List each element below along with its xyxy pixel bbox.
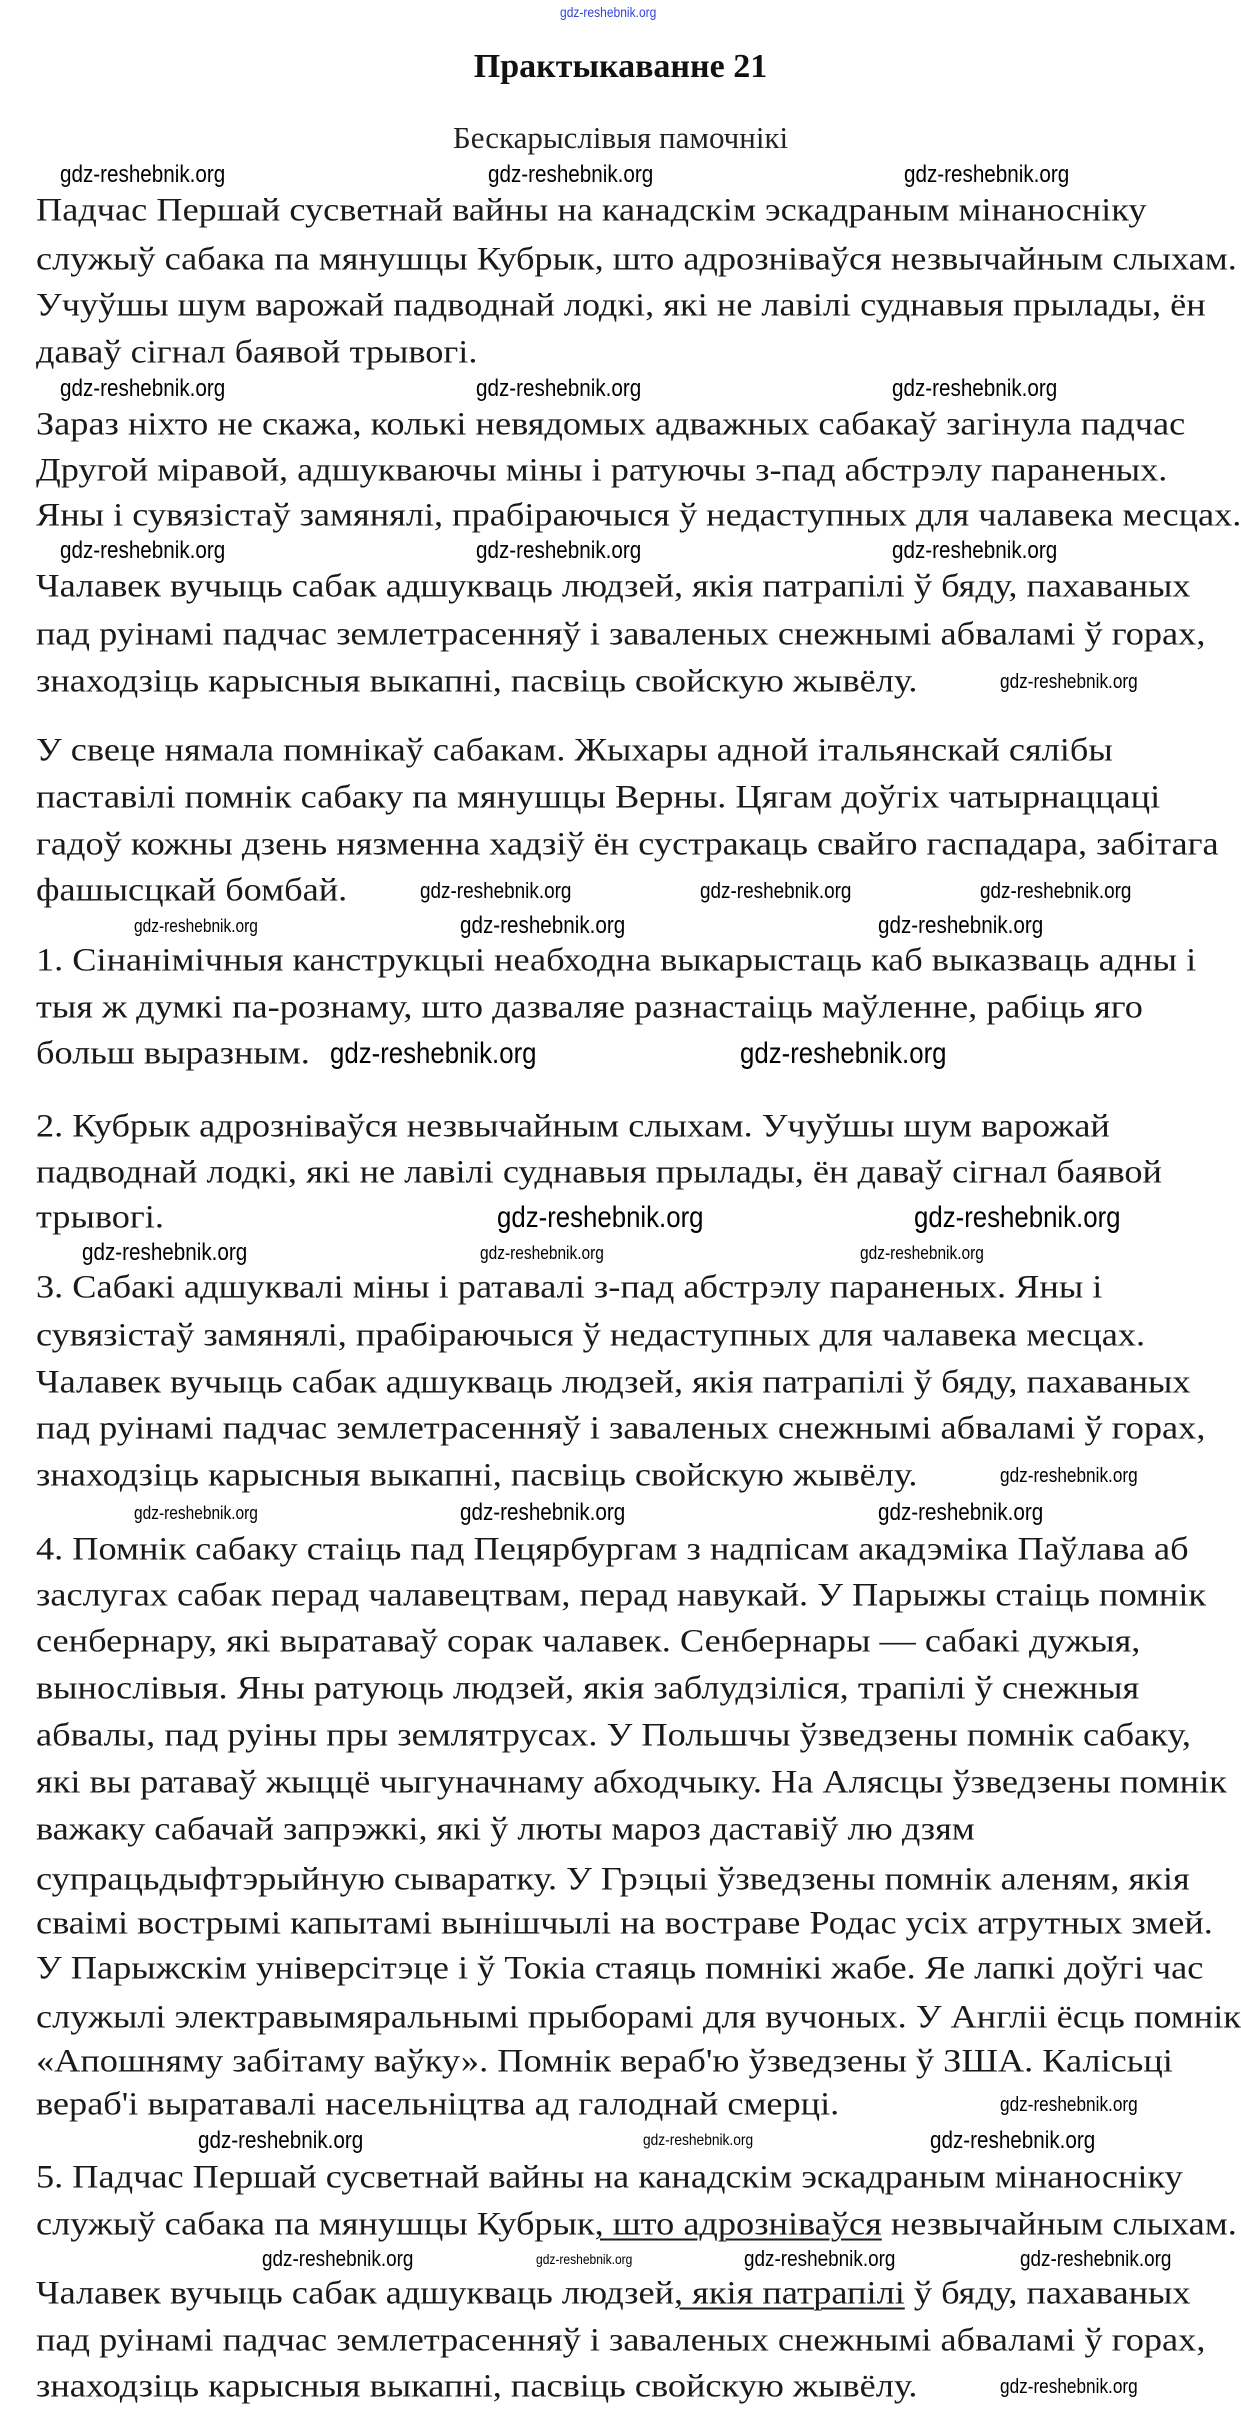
text-line: 1. Сінанімічныя канструкцыі неабходна выкарыстаць каб выказваць адны і: [36, 942, 1197, 979]
text-line: падводнай лодкі, які не лавілі суднавыя прылады, ён даваў сігнал баявой: [36, 1154, 1162, 1191]
watermark: gdz-reshebnik.org: [198, 2127, 364, 2154]
line-segment: незвычайным слыхам.: [881, 2206, 1237, 2243]
text-line: трывогі.: [36, 1199, 164, 1236]
watermark: gdz-reshebnik.org: [744, 2246, 896, 2271]
top-watermark: gdz-reshebnik.org: [560, 4, 657, 20]
watermark: gdz-reshebnik.org: [930, 2127, 1096, 2154]
text-line: Другой міравой, адшукваючы міны і ратуючы з-пад абстрэлу параненых.: [36, 452, 1168, 489]
text-line: Зараз ніхто не скажа, колькі невядомых адважных сабакаў загінула падчас: [36, 406, 1186, 443]
watermark: gdz-reshebnik.org: [892, 537, 1058, 564]
watermark: gdz-reshebnik.org: [1000, 671, 1138, 693]
watermark: gdz-reshebnik.org: [262, 2246, 414, 2271]
watermark: gdz-reshebnik.org: [860, 1243, 984, 1263]
text-line: «Апошняму забітаму ваўку». Помнік вераб'ю ўзведзены ў ЗША. Калісьці: [36, 2043, 1173, 2080]
text-line: [36, 2275, 1191, 2312]
watermark: gdz-reshebnik.org: [643, 2132, 754, 2149]
text-line: Падчас Першай сусветнай вайны на канадскім эскадраным мінаносніку: [36, 192, 1147, 229]
text-line: знаходзіць карысныя выкапні, пасвіць свойскую жывёлу.: [36, 2368, 918, 2405]
text-line: 3. Сабакі адшуквалі міны і ратавалі з-пад абстрэлу параненых. Яны і: [36, 1269, 1103, 1306]
watermark: gdz-reshebnik.org: [1000, 2376, 1138, 2398]
underlined-clause: , якія патрапілі: [674, 2275, 905, 2312]
watermark: gdz-reshebnik.org: [82, 1239, 248, 1266]
text-line: [36, 2206, 1237, 2243]
text-line: сенбернару, які выратаваў сорак чалавек. Сенбернары — сабакі дужыя,: [36, 1623, 1141, 1660]
watermark: gdz-reshebnik.org: [878, 1499, 1044, 1526]
watermark: gdz-reshebnik.org: [488, 161, 654, 188]
watermark: gdz-reshebnik.org: [700, 878, 852, 903]
watermark: gdz-reshebnik.org: [460, 1499, 626, 1526]
text-line: паставілі помнік сабаку па мянушцы Верны. Цягам доўгіх чатырнаццаці: [36, 779, 1161, 816]
watermark: gdz-reshebnik.org: [476, 537, 642, 564]
text-line: знаходзіць карысныя выкапні, пасвіць свойскую жывёлу.: [36, 1457, 918, 1494]
watermark: gdz-reshebnik.org: [536, 2251, 633, 2267]
watermark: gdz-reshebnik.org: [60, 161, 226, 188]
text-line: пад руінамі падчас землетрасенняў і заваленых снежнымі абваламі ў горах,: [36, 2322, 1206, 2359]
text-line: У Парыжскім універсітэце і ў Токіа стаяць помнікі жабе. Яе лапкі доўгі час: [36, 1950, 1204, 1987]
text-line: 5. Падчас Першай сусветнай вайны на канадскім эскадраным мінаносніку: [36, 2159, 1183, 2196]
line-segment: ў бяду, пахаваных: [904, 2275, 1191, 2312]
watermark: gdz-reshebnik.org: [740, 1037, 947, 1070]
watermark: gdz-reshebnik.org: [497, 1201, 704, 1234]
text-line: знаходзіць карысныя выкапні, пасвіць свойскую жывёлу.: [36, 663, 918, 700]
watermark: gdz-reshebnik.org: [1000, 2094, 1138, 2116]
watermark: gdz-reshebnik.org: [1000, 1465, 1138, 1487]
page-title: Практыкаванне 21: [473, 48, 768, 85]
watermark: gdz-reshebnik.org: [60, 537, 226, 564]
watermark: gdz-reshebnik.org: [476, 375, 642, 402]
watermark: gdz-reshebnik.org: [480, 1243, 604, 1263]
text-line: Чалавек вучыць сабак адшукваць людзей, якія патрапілі ў бяду, пахаваных: [36, 1364, 1191, 1401]
watermark: gdz-reshebnik.org: [878, 912, 1044, 939]
watermark: gdz-reshebnik.org: [60, 375, 226, 402]
text-line: які вы ратаваў жыццё чыгуначнаму абходчыку. На Алясцы ўзведзены помнік: [36, 1764, 1227, 1801]
watermark: gdz-reshebnik.org: [460, 912, 626, 939]
text-line: тыя ж думкі па-рознаму, што дазваляе разнастаіць маўленне, рабіць яго: [36, 989, 1143, 1026]
watermark: gdz-reshebnik.org: [330, 1037, 537, 1070]
watermark: gdz-reshebnik.org: [904, 161, 1070, 188]
text-line: больш выразным.: [36, 1035, 310, 1072]
text-line: вераб'і выратавалі насельніцтва ад галоднай смерці.: [36, 2086, 840, 2123]
line-segment: служыў сабака па мянушцы Кубрык: [36, 2206, 595, 2243]
text-line: важаку сабачай запрэжкі, які ў люты мароз даставіў лю дзям: [36, 1811, 975, 1848]
text-line: 2. Кубрык адрозніваўся незвычайным слыхам. Учуўшы шум варожай: [36, 1108, 1110, 1145]
text-line: Яны і сувязістаў замянялі, прабіраючыся ў недаступных для чалавека месцах.: [36, 497, 1241, 534]
text-line: пад руінамі падчас землетрасенняў і заваленых снежнымі абваламі ў горах,: [36, 1410, 1206, 1447]
text-line: фашысцкай бомбай.: [36, 872, 348, 909]
text-line: служыў сабака па мянушцы Кубрык, што адрозніваўся незвычайным слыхам.: [36, 241, 1237, 278]
watermark: gdz-reshebnik.org: [134, 1503, 258, 1523]
text-subtitle: Бескарыслівыя памочнікі: [452, 120, 789, 155]
watermark: gdz-reshebnik.org: [420, 878, 572, 903]
text-line: сувязістаў замянялі, прабіраючыся ў недаступных для чалавека месцах.: [36, 1317, 1146, 1354]
text-line: супрацьдыфтэрыйную сываратку. У Грэцыі ўзведзены помнік аленям, якія: [36, 1861, 1190, 1898]
text-line: вынослівыя. Яны ратуюць людзей, якія заблудзіліся, трапілі ў снежныя: [36, 1670, 1140, 1707]
text-line: гадоў кожны дзень нязменна хадзіў ён сустракаць свайго гаспадара, забітага: [36, 826, 1219, 863]
underlined-clause: , што адрозніваўся: [594, 2206, 882, 2243]
text-line: заслугах сабак перад чалавецтвам, перад навукай. У Парыжы стаіць помнік: [36, 1577, 1207, 1614]
text-line: пад руінамі падчас землетрасенняў і заваленых снежнымі абваламі ў горах,: [36, 616, 1206, 653]
text-line: служылі электравымяральнымі прыборамі для вучоных. У Англіі ёсць помнік: [36, 1999, 1241, 2036]
watermark: gdz-reshebnik.org: [1020, 2246, 1172, 2271]
text-line: даваў сігнал баявой трывогі.: [36, 334, 478, 371]
watermark: gdz-reshebnik.org: [914, 1201, 1121, 1234]
text-line: Чалавек вучыць сабак адшукваць людзей, якія патрапілі ў бяду, пахаваных: [36, 568, 1191, 605]
text-line: сваімі вострымі капытамі вынішчылі на востраве Родас усіх атрутных змей.: [36, 1905, 1213, 1942]
text-line: У свеце нямала помнікаў сабакам. Жыхары адной італьянскай сялібы: [36, 732, 1113, 769]
text-line: абвалы, пад руіны пры землятрусах. У Польшчы ўзведзены помнік сабаку,: [36, 1717, 1191, 1754]
text-line: 4. Помнік сабаку стаіць пад Пецярбургам з надпісам акадэміка Паўлава аб: [36, 1531, 1189, 1568]
watermark: gdz-reshebnik.org: [980, 878, 1132, 903]
line-segment: Чалавек вучыць сабак адшукваць людзей: [36, 2275, 675, 2312]
watermark: gdz-reshebnik.org: [134, 916, 258, 936]
text-line: Учуўшы шум варожай падводнай лодкі, які не лавілі суднавыя прылады, ён: [36, 287, 1206, 324]
watermark: gdz-reshebnik.org: [892, 375, 1058, 402]
